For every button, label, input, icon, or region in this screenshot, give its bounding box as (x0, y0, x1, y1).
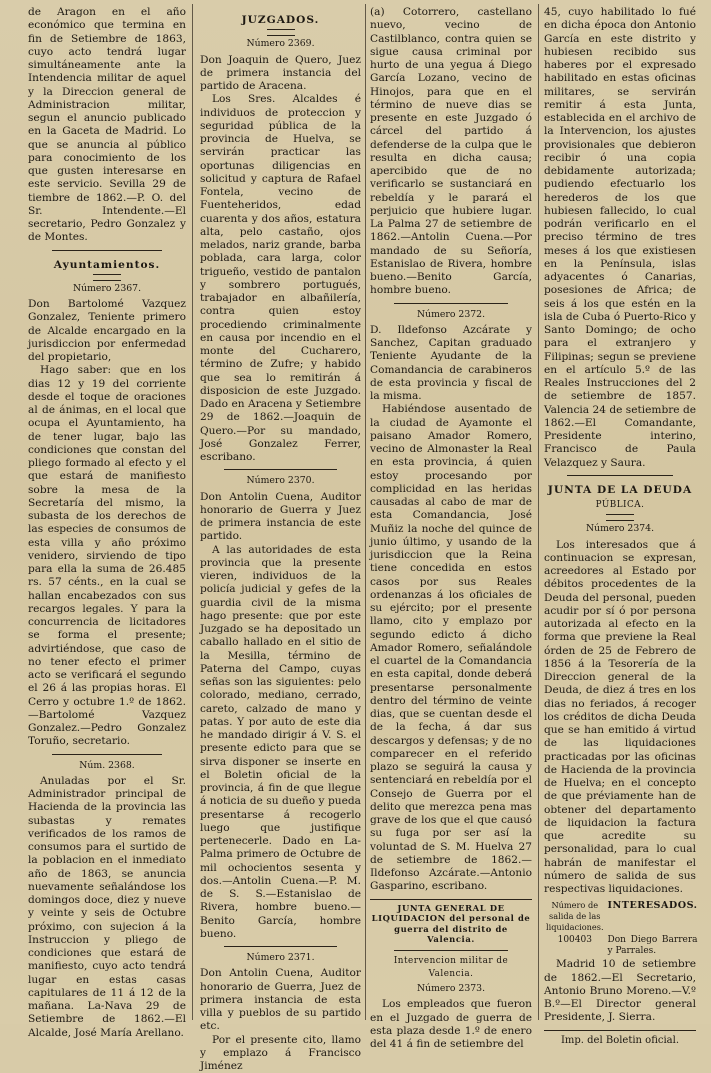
heading-divider (394, 950, 507, 951)
column-1 (28, 6, 186, 1018)
notice-number-2371: Número 2371. (200, 951, 361, 964)
subheading-intervencion: Intervencion militar de Valencia. (370, 955, 532, 982)
section-heading-juzgados: JUZGADOS. (200, 14, 361, 27)
column-rule (192, 4, 193, 1020)
section-divider (370, 899, 532, 900)
column-4 (544, 6, 696, 1018)
notice-2367-body: Hago saber: que en los dias 12 y 19 del corriente desde el toque de oraciones al de ánimas, en el local que ocupa el Ayuntamiento, ha de tener lugar, bajo las condiciones que constan del pliego formado al efecto y el que estará de manifiesto sobre la mesa de la Secretaría del mismo, la subasta de los derechos de las especies de consumos de esta villa y año próximo venidero, sirviendo de tipo para ella la suma de 26.485 rs. 57 cénts., en la cual se hallan encabezados con sus recargos legales. Y para la concurrencia de licitadores se forma el presente; advirtiéndose, que caso de no tener efecto el primer acto se verificará el segundo el 26 á las propias horas. El Cerro y octubre 1.º de 1862.—Bartolomé Vazquez Gonzalez.—Pedro Gonzalez Toruño, secretario. (28, 364, 186, 748)
table-cell-name: Don Diego Barrera y Parrales. (606, 934, 700, 958)
notice-number-2369: Número 2369. (200, 37, 361, 50)
heading-ornament (606, 514, 634, 521)
notice-divider (394, 303, 507, 304)
continuation-text: (a) Cotorrero, castellano nuevo, vecino de Castilblanco, contra quien se sigue causa criminal por hurto de una yegua á Diego García Lozano, vecino de Hinojos, para que en el término de nueve dias se presente en este Juzgado ó cárcel del partido á defenderse de la culpa que le resulta en dicha causa; apercibido que de no verificarlo se sustanciará en rebeldía y le parará el perjuicio que hubiere lugar. La Palma 27 de setiembre de 1862.—Antolin Cuena.—Por mandado de su Señoría, Estanislao de Rivera, hombre bueno.—Benito García, hombre bueno. (370, 6, 532, 298)
notice-2371-preamble: Don Antolin Cuena, Auditor honorario de Guerra, Juez de primera instancia de esta villa y pueblos de su partido etc. (200, 967, 361, 1033)
table-cell-number: 100403 (544, 934, 606, 958)
section-heading-ayuntamientos: Ayuntamientos. (28, 259, 186, 272)
notice-number-2373: Número 2373. (370, 982, 532, 995)
notice-2367-preamble: Don Bartolomé Vazquez Gonzalez, Teniente primero de Alcalde encargado en la jurisdiccion por enfermedad del propietario, (28, 298, 186, 364)
notice-number-2367: Número 2367. (28, 282, 186, 295)
notice-2374-body: Los interesados que á continuacion se expresan, acreedores al Estado por débitos procedentes de la Deuda del personal, pueden acudir por sí ó por persona autorizada al efecto en la forma que previene la Real órden de 25 de Febrero de 1856 á la Tesorería de la Direccion general de la Deuda, de diez á tres en los dias no feriados, á recoger los créditos de dicha Deuda que se han emitido á virtud de las liquidaciones practicadas por las oficinas de Hacienda de la provincia de Huelva; en el concepto de que préviamente han de obtener del departamento de liquidacion la factura que acredite su personalidad, para lo cual habrán de manifestar el número de salida de sus respectivas liquidaciones. (544, 539, 696, 897)
table-header-row (544, 899, 700, 934)
continuation-text: de Aragon en el año económico que termina en fin de Setiembre de 1863, cuyo acto tendrá lugar simultáneamente ante la Intendencia militar de aquel y la Direccion general de Administracion militar, segun el anuncio publicado en la Gaceta de Madrid. Lo que se anuncia al público para conocimiento de los que gusten interesarse en este servicio. Sevilla 29 de tiembre de 1862.—P. O. del Sr. Intendente.—El secretario, Pedro Gonzalez y de Montes. (28, 6, 186, 245)
notice-2371-body: Por el presente cito, llamo y emplazo á Francisco Jiménez (200, 1034, 361, 1073)
notice-2372-body: Habiéndose ausentado de la ciudad de Ayamonte el paisano Amador Romero, vecino de Almonaster la Real en esta provincia, á quien estoy procesando por complicidad en las heridas causadas al cabo de mar de esta Comandancia, José Muñiz la noche del quince de junio último, y usando de la jurisdiccion que la Reina tiene concedida en estos casos por sus Reales ordenanzas á los oficiales de su ejército; por el presente llamo, cito y emplazo por segundo edicto á dicho Amador Romero, señalándole el cuartel de la Comandancia en esta capital, donde deberá presentarse personalmente dentro del término de veinte dias, que se cuentan desde el de la fecha, á dar sus descargos y defensas; y de no comparecer en el referido plazo se seguirá la causa y sentenciará en rebeldía por el Consejo de Guerra por el delito que merezca pena mas grave de los que el que causó su fuga por ser así la voluntad de S. M. Huelva 27 de setiembre de 1862.—Ildefonso Azcárate.—Antonio Gasparino, escribano. (370, 403, 532, 893)
notice-2373-body: Los empleados que fueron en el Juzgado de guerra de esta plaza desde 1.º de enero del 41 á fin de setiembre del (370, 998, 532, 1051)
heading-ornament (93, 274, 121, 281)
notice-divider (52, 754, 163, 755)
notice-number-2374: Número 2374. (544, 522, 696, 535)
notice-divider (224, 946, 337, 947)
section-divider (52, 250, 163, 251)
notice-2370-body: A las autoridades de esta provincia que la presente vieren, individuos de la policía judicial y gefes de la guardia civil de la misma hago presente: que por este Juzgado se ha depositado un caballo hallado en el sitio de la Mesilla, término de Paterna del Campo, cuyas señas son las siguientes: pelo colorado, mediano, cerrado, careto, calzado de mano y patas. Y por auto de este dia he mandado dirigir á V. S. el presente edicto para que se sirva disponer se inserte en el Boletin oficial de la provincia, á fin de que llegue á noticia de su dueño y pueda presentarse á recogerlo luego que justifique pertenecerle. Dado en La-Palma primero de Octubre de mil ochocientos sesenta y dos.—Antolin Cuena.—P. M. de S. S.—Estanislao de Rivera, hombre bueno.—Benito García, hombre bueno. (200, 544, 361, 942)
heading-ornament (267, 29, 295, 36)
continuation-text: 45, cuyo habilitado lo fué en dicha época don Antonio García en este distrito y hubiesen recibido sus haberes por el expresado habilitado en estas oficinas militares, se servirán remitir á esta Junta, establecida en el archivo de la Intervencion, los ajustes provisionales que debieron recibir ó una copia debidamente autorizada; pudiendo efectuarlo los herederos de los que hubiesen fallecido, lo cual podrán verificarlo en el preciso término de tres meses á los que existiesen en la Península, islas adyacentes ó Canarias, posesiones de Africa; de seis á los que estén en la isla de Cuba ó Puerto-Rico y Santo Domingo; de ocho para el extranjero y Filipinas; segun se previene en el artículo 5.º de las Reales Instrucciones del 2 de setiembre de 1857. Valencia 24 de setiembre de 1862.—El Comandante, Presidente interino, Francisco de Paula Velazquez y Saura. (544, 6, 696, 470)
notice-divider (224, 469, 337, 470)
column-rule (538, 4, 539, 1020)
section-heading-junta-deuda: JUNTA DE LA DEUDA (544, 484, 696, 497)
column-rule (365, 4, 366, 1020)
column-2 (200, 6, 361, 1018)
creditors-table (544, 899, 700, 958)
table-row (544, 934, 700, 958)
printer-imprint: Imp. del Boletin oficial. (544, 1034, 696, 1047)
table-header-interesados: INTERESADOS. (606, 899, 700, 934)
imprint-divider (544, 1030, 696, 1031)
notice-number-2372: Número 2372. (370, 308, 532, 321)
notice-2370-preamble: Don Antolin Cuena, Auditor honorario de Guerra y Juez de primera instancia de este partido. (200, 491, 361, 544)
section-divider (567, 475, 673, 476)
table-header-number: Número de salida de las liquidaciones. (544, 899, 606, 934)
notice-number-2368: Núm. 2368. (28, 759, 186, 772)
notice-2372-preamble: D. Ildefonso Azcárate y Sanchez, Capitan graduado Teniente Ayudante de la Comandancia de carabineros de esta provincia y fiscal de la misma. (370, 324, 532, 404)
notice-2369-preamble: Don Joaquin de Quero, Juez de primera instancia del partido de Aracena. (200, 54, 361, 94)
column-3 (370, 6, 532, 1018)
section-subheading-publica: PÚBLICA. (544, 499, 696, 512)
section-heading-junta-liquidacion: JUNTA GENERAL DE LIQUIDACION del personal de guerra del distrito de Valencia. (370, 903, 532, 945)
notice-number-2370: Número 2370. (200, 474, 361, 487)
notice-2374-closing: Madrid 10 de setiembre de 1862.—El Secretario, Antonio Bruno Moreno.—V.º B.º—El Director general Presidente, J. Sierra. (544, 958, 696, 1024)
notice-2368-body: Anuladas por el Sr. Administrador principal de Hacienda de la provincia las subastas y remates verificados de los ramos de consumos para el surtido de la poblacion en el inmediato año de 1863, se anuncia nuevamente señalándose los domingos doce, diez y nueve y veinte y seis de Octubre próximo, con sujecion á la Instruccion y pliego de condiciones que estará de manifiesto, cuyo acto tendrá lugar en estas casas capitulares de 11 á 12 de la mañana. La-Nava 29 de Setiembre de 1862.—El Alcalde, José María Arellano. (28, 775, 186, 1040)
notice-2369-body: Los Sres. Alcaldes é individuos de proteccion y seguridad pública de la provincia de Huelva, se servirán practicar las oportunas diligencias en solicitud y captura de Rafael Fontela, vecino de Fuenteheridos, edad cuarenta y dos años, estatura alta, pelo castaño, ojos melados, nariz grande, barba poblada, cara larga, color trigueño, vestido de pantalon y sombrero portugués, trabajador en albañilería, contra quien estoy procediendo criminalmente en causa por incendio en el monte del Cucharero, término de Zufre; y habido que sea lo remitirán á disposicion de este Juzgado. Dado en Aracena y Setiembre 29 de 1862.—Joaquin de Quero.—Por su mandado, José Gonzalez Ferrer, escribano. (200, 93, 361, 464)
